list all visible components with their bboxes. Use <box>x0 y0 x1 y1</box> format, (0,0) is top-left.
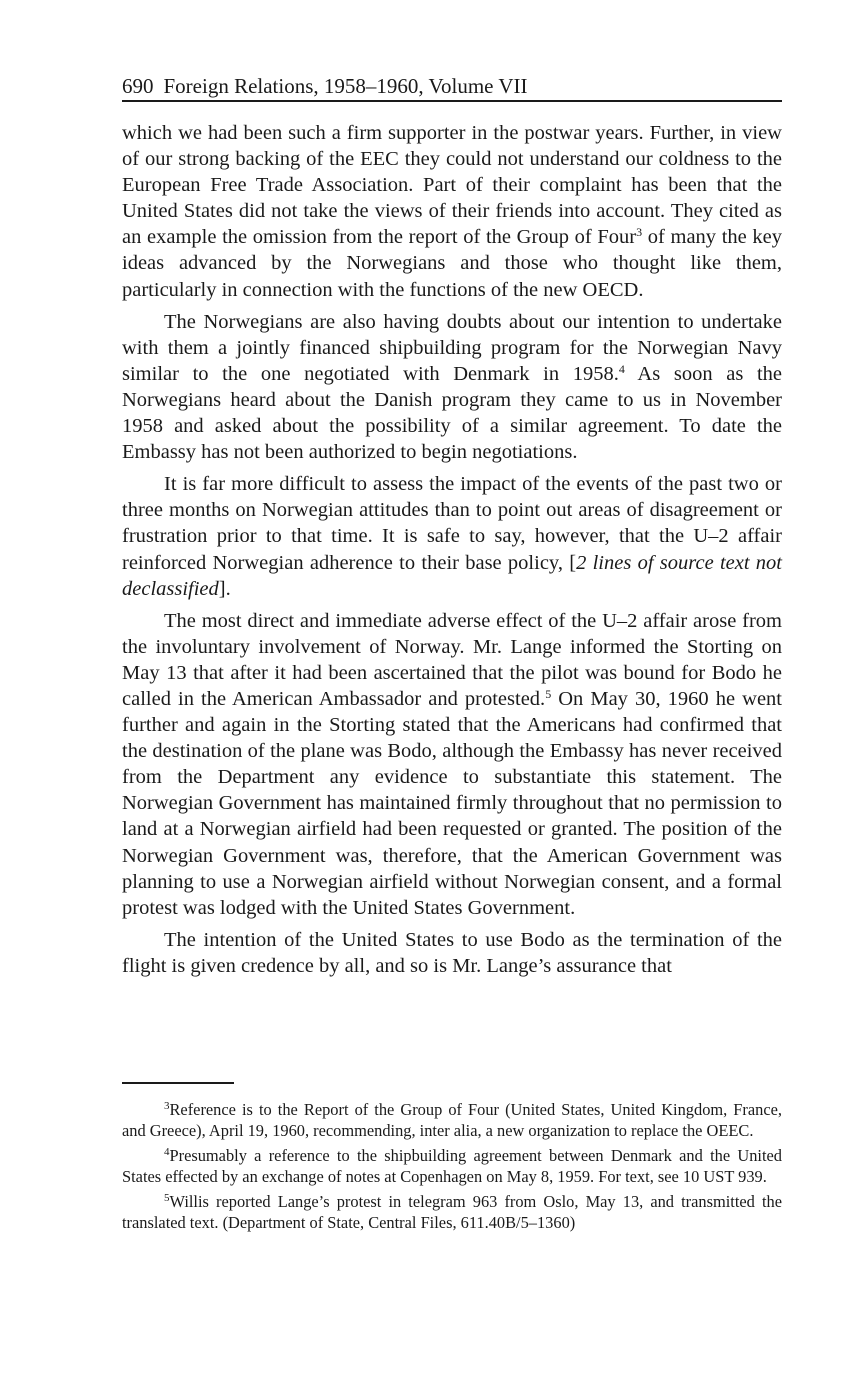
paragraph-4 <box>122 608 782 921</box>
paragraph-2 <box>122 309 782 466</box>
paragraph-1-text-a: which we had been such a firm supporter in the postwar years. Further, in view of our strong backing of the EEC they could not understand our coldness to the European Free Trade Association. Part of their complaint has been that the United States did not take the views of their friends into account. They cited as an example the omission from the report of the Group of Four <box>122 122 782 249</box>
footnote-ref-5: 5 <box>545 686 552 701</box>
footnote-5 <box>122 1192 782 1233</box>
footnote-3-text: Reference is to the Report of the Group of Four (United States, United Kingdom, France, and Greece), April 19, 1960, recommending, inter alia, a new organization to replace the OEEC. <box>122 1100 782 1140</box>
document-page <box>122 72 783 1232</box>
not-declassified-note: 2 lines of source text not declassified <box>122 551 783 600</box>
footnote-divider <box>122 1082 234 1084</box>
paragraph-5 <box>122 927 782 979</box>
body-text <box>122 120 782 979</box>
footnote-4-number: 4 <box>164 1146 170 1158</box>
paragraph-3-text-a: It is far more difficult to assess the impact of the events of the past two or three months on Norwegian attitudes than to point out areas of disagreement or frustration prior to that time. It is safe to say, however, that the U–2 affair reinforced Norwegian adherence to their base policy, [ <box>122 473 782 574</box>
paragraph-1 <box>122 120 782 303</box>
paragraph-2-text-b: As soon as the Norwegians heard about the Danish program they came to us in November 1958 and asked about the possibility of a similar agreement. To date the Embassy has not been authorized to begin negotiations. <box>122 362 783 464</box>
footnote-3 <box>122 1100 782 1141</box>
footnote-5-number: 5 <box>164 1192 170 1204</box>
paragraph-2-text-a: The Norwegians are also having doubts about our intention to undertake with them a jointly financed shipbuilding program for the Norwegian Navy similar to the one negotiated with Denmark in 1958. <box>122 310 782 385</box>
volume-title: Foreign Relations, 1958–1960, Volume VII <box>163 74 528 98</box>
paragraph-4-text-a: The most direct and immediate adverse effect of the U–2 affair arose from the involuntary involvement of Norway. Mr. Lange informed the Storting on May 13 that after it had been ascertained that the pilot was bound for Bodo he called in the American Ambassador and protested. <box>122 609 782 710</box>
paragraph-4-text-b: On May 30, 1960 he went further and again in the Storting stated that the Americans had confirmed that the destination of the plane was Bodo, although the Embassy has never received from the Department any evidence to substantiate this statement. The Norwegian Government has maintained firmly throughout that no permission to land at a Norwegian airfield had been requested or granted. The position of the Norwegian Government was, therefore, that the American Government was planning to use a Norwegian airfield without Norwegian consent, and a formal protest was lodged with the United States Government. <box>122 687 782 919</box>
paragraph-3-text-b: ]. <box>218 577 231 600</box>
footnote-5-text: Willis reported Lange’s protest in telegram 963 from Oslo, May 13, and transmitted the translated text. (Department of State, Central Files, 611.40B/5–1360) <box>122 1192 782 1232</box>
paragraph-3 <box>122 471 782 601</box>
paragraph-5-text: The intention of the United States to use Bodo as the termination of the flight is given credence by all, and so is Mr. Lange’s assurance that <box>122 928 782 977</box>
paragraph-1-text-b: of many the key ideas advanced by the Norwegians and those who thought like them, particularly in connection with the functions of the new OECD. <box>122 226 782 301</box>
footnote-ref-3: 3 <box>636 225 643 240</box>
footnote-4 <box>122 1146 782 1187</box>
footnote-ref-4: 4 <box>618 361 625 376</box>
footnote-4-text: Presumably a reference to the shipbuilding agreement between Denmark and the United States effected by an exchange of notes at Copenhagen on May 8, 1959. For text, see 10 UST 939. <box>122 1146 782 1186</box>
running-header <box>122 72 782 102</box>
footnote-3-number: 3 <box>164 1100 170 1112</box>
footnotes <box>122 1100 782 1238</box>
page-number: 690 <box>122 74 154 98</box>
